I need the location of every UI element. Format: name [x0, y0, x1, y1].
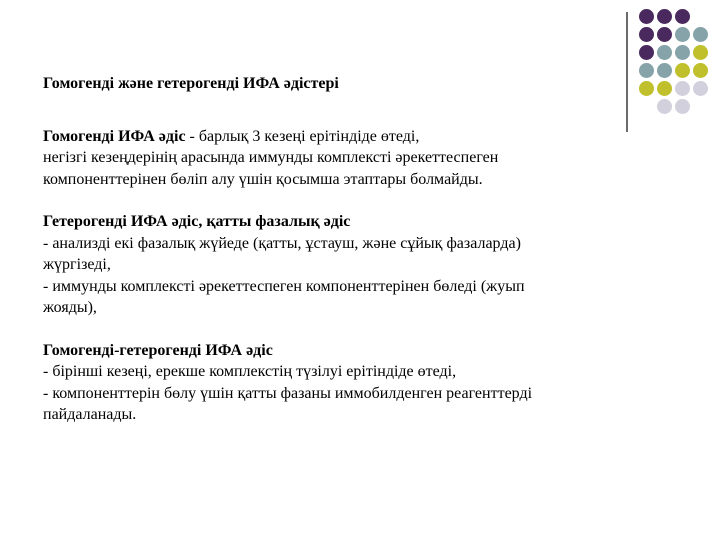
lavender-dot-icon — [675, 99, 690, 114]
purple-dot-icon — [675, 9, 690, 24]
olive-dot-icon — [693, 45, 708, 60]
slide-content — [43, 73, 663, 426]
teal-dot-icon — [675, 45, 690, 60]
teal-dot-icon — [675, 27, 690, 42]
purple-dot-icon — [639, 27, 654, 42]
olive-dot-icon — [693, 63, 708, 78]
teal-dot-icon — [693, 27, 708, 42]
section-mixed-line: пайдаланады. — [43, 406, 137, 423]
section-homogeneous — [43, 126, 663, 148]
section-mixed-heading: Гомогенді-гетерогенді ИФА әдіс — [43, 341, 273, 359]
spacer — [43, 95, 663, 126]
section-homogeneous-lead: - барлық 3 кезеңі ерітіндіде өтеді, — [185, 127, 420, 145]
purple-dot-icon — [639, 45, 654, 60]
purple-dot-icon — [657, 27, 672, 42]
section-heterogeneous-line: жояды), — [43, 299, 97, 316]
section-heterogeneous-heading: Гетерогенді ИФА әдіс, қатты фазалық әдіс — [43, 213, 351, 230]
olive-dot-icon — [675, 63, 690, 78]
section-heterogeneous-line: - иммунды комплексті әрекеттеспеген компоненттерінен бөледі (жуып — [43, 277, 525, 295]
lavender-dot-icon — [693, 81, 708, 96]
section-mixed-line: - бірінші кезеңі, ерекше комплекстің түзілуі ерітіндіде өтеді, — [43, 363, 457, 380]
teal-dot-icon — [657, 45, 672, 60]
section-homogeneous-line: негізгі кезеңдерінің арасында иммунды комплексті әрекеттеспеген — [43, 149, 499, 166]
spacer — [43, 319, 663, 340]
section-mixed-line: - компоненттерін бөлу үшін қатты фазаны иммобилденген реагенттерді — [43, 384, 533, 402]
slide-title: Гомогенді және гетерогенді ИФА әдістері — [43, 75, 339, 92]
spacer — [43, 190, 663, 211]
section-homogeneous-line: компоненттерінен бөліп алу үшін қосымша этаптары болмайды. — [43, 170, 483, 188]
purple-dot-icon — [657, 9, 672, 24]
purple-dot-icon — [639, 9, 654, 24]
lavender-dot-icon — [675, 81, 690, 96]
section-homogeneous-heading: Гомогенді ИФА әдіс — [43, 127, 186, 145]
section-heterogeneous-line: жүргізеді, — [43, 256, 111, 273]
section-heterogeneous-line: - анализді екі фазалық жүйеде (қатты, ұстауш, және сұйық фазаларда) — [43, 234, 521, 252]
